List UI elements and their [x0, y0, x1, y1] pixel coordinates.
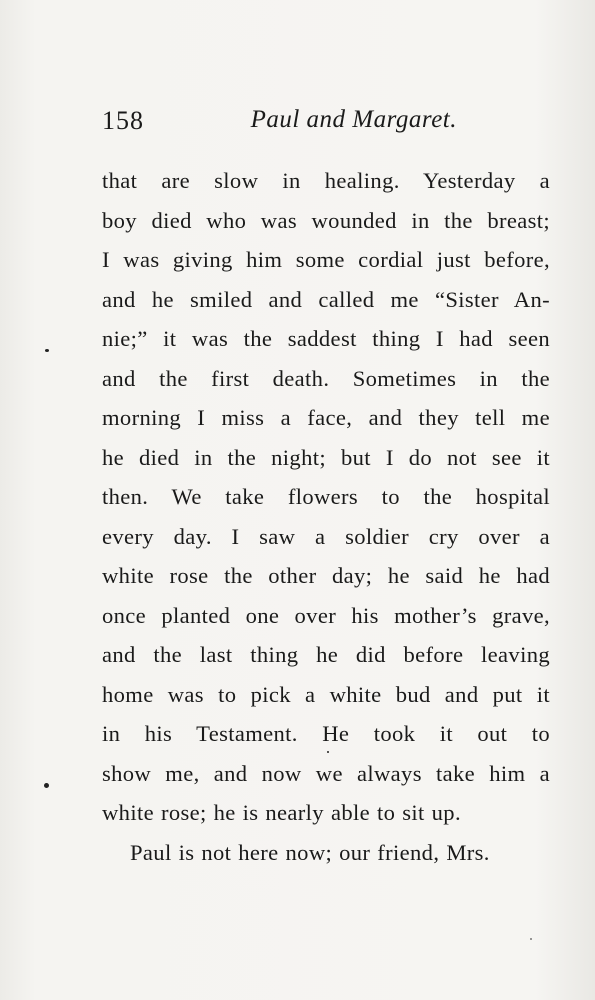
- ink-speck: [45, 349, 49, 352]
- text-line: he died in the night; but I do not see it: [102, 444, 550, 470]
- text-line: and the first death. Sometimes in the: [102, 365, 550, 391]
- text-line: in his Testament. He took it out to: [102, 721, 550, 746]
- text-line: and he smiled and called me “Sister An-: [102, 286, 550, 312]
- body-text: [102, 161, 550, 872]
- text-line: I was giving him some cordial just before,: [102, 247, 550, 272]
- text-line: then. We take flowers to the hospital: [102, 484, 550, 509]
- text-line: morning I miss a face, and they tell me: [102, 405, 550, 430]
- ink-speck: [44, 783, 49, 788]
- ink-speck: [327, 751, 329, 753]
- text-line: nie;” it was the saddest thing I had seen: [102, 326, 550, 351]
- running-title: Paul and Margaret.: [250, 106, 457, 133]
- page-number: 158: [102, 106, 144, 135]
- text-line: white rose the other day; he said he had: [102, 563, 550, 588]
- text-line: every day. I saw a soldier cry over a: [102, 523, 550, 549]
- text-line: that are slow in healing. Yesterday a: [102, 168, 550, 193]
- paragraph-start-line: Paul is not here now; our friend, Mrs.: [130, 839, 490, 865]
- text-line: home was to pick a white bud and put it: [102, 681, 550, 707]
- text-line: white rose; he is nearly able to sit up.: [102, 800, 461, 825]
- page-header: [102, 106, 457, 142]
- text-line: and the last thing he did before leaving: [102, 642, 550, 667]
- text-line: boy died who was wounded in the breast;: [102, 207, 550, 233]
- text-line: once planted one over his mother’s grave,: [102, 602, 550, 628]
- ink-speck: [530, 938, 532, 940]
- text-line: show me, and now we always take him a: [102, 760, 550, 786]
